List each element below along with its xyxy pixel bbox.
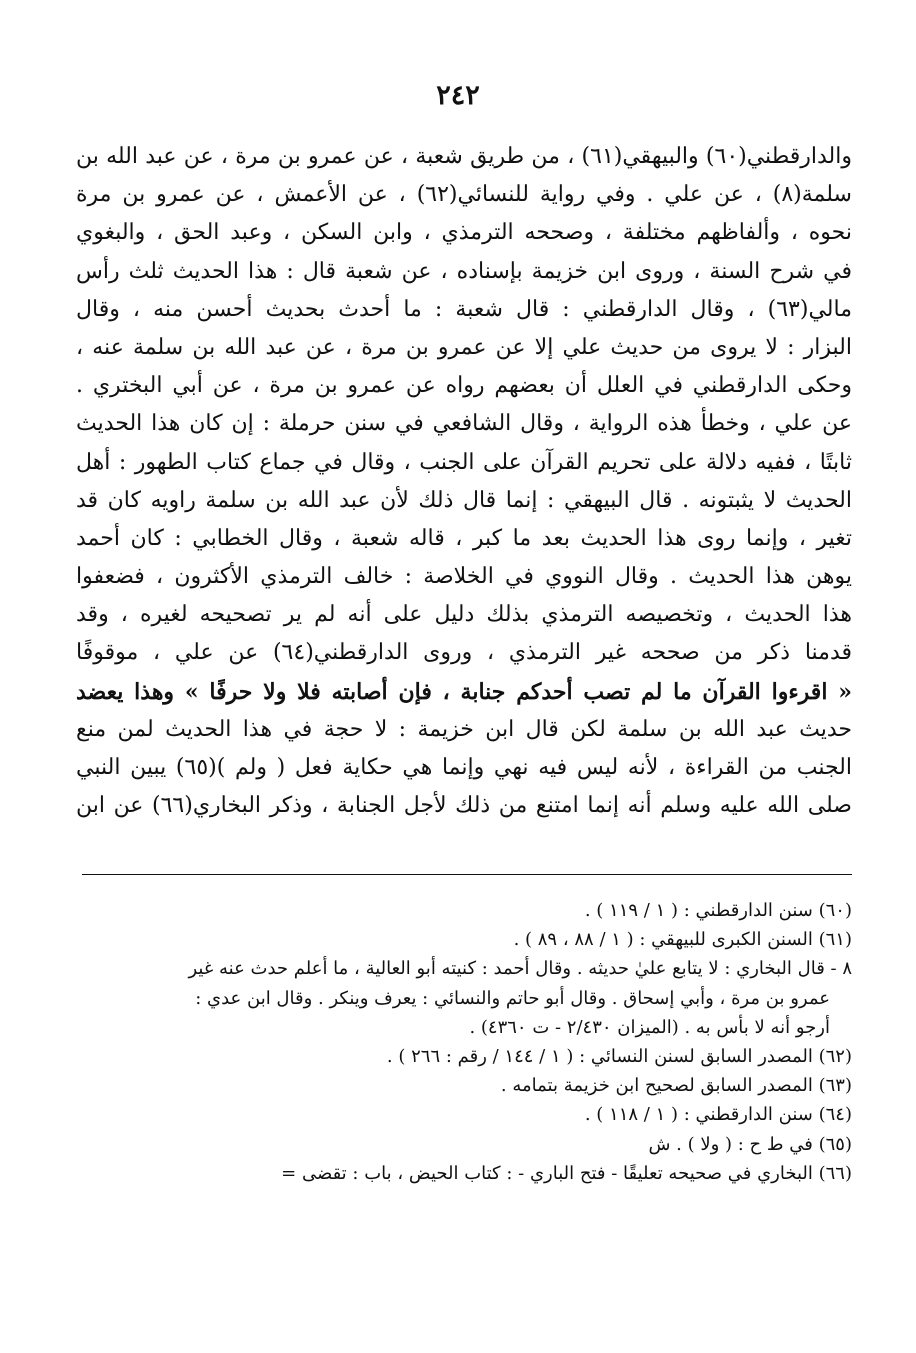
- text-line: ثابتًا ، ففيه دلالة على تحريم القرآن على الجنب ، وقال في جماع كتاب الطهور : أهل: [76, 449, 852, 475]
- footnote: ٨ - قال البخاري : لا يتابع عليٰ حديثه . وقال أحمد : كنيته أبو العالية ، ما أعلم حدث عنه غير: [188, 958, 852, 980]
- text-line: صلى الله عليه وسلم أنه إنما امتنع من ذلك لأجل الجنابة ، وذكر البخاري(٦٦) عن ابن: [76, 793, 852, 819]
- text-line: تغير ، وإنما روى هذا الحديث بعد ما كبر ، قاله شعبة ، وقال الخطابي : كان أحمد: [76, 525, 852, 551]
- page-number: ٢٤٢: [436, 80, 480, 111]
- quoted-hadith-line: « اقرءوا القرآن ما لم تصب أحدكم جنابة ، فإن أصابته فلا ولا حرفًا » وهذا يعضد: [76, 678, 852, 705]
- footnote: (٦٦) البخاري في صحيحه تعليقًا - فتح الباري - : كتاب الحيض ، باب : تقضى =: [281, 1162, 852, 1184]
- footnote: (٦٠) سنن الدارقطني : ( ١ / ١١٩ ) .: [584, 900, 852, 921]
- footnote: (٦٤) سنن الدارقطني : ( ١ / ١١٨ ) .: [584, 1104, 852, 1126]
- footnote: (٦٢) المصدر السابق لسنن النسائي : ( ١ / ١٤٤ / رقم : ٢٦٦ ) .: [386, 1045, 852, 1067]
- text-line: الجنب من القراءة ، لأنه ليس فيه نهي وإنما هي حكاية فعل ( ولم )(٦٥) يبين النبي: [76, 755, 852, 780]
- text-line: في شرح السنة ، وروى ابن خزيمة بإسناده ، عن شعبة قال : هذا الحديث ثلث رأس: [76, 258, 852, 284]
- text-line: والدارقطني(٦٠) والبيهقي(٦١) ، من طريق شعبة ، عن عمرو بن مرة ، عن عبد الله بن: [76, 144, 852, 169]
- text-line: يوهن هذا الحديث . وقال النووي في الخلاصة : خالف الترمذي الأكثرون ، فضعفوا: [76, 564, 852, 590]
- text-line: مالي(٦٣) ، وقال الدارقطني : قال شعبة : ما أحدث بحديث أحسن منه ، وقال: [76, 296, 852, 322]
- footnote: (٦٥) في ط ح : ( ولا ) . ش: [648, 1133, 852, 1155]
- text-line: حديث عبد الله بن سلمة لكن قال ابن خزيمة : لا حجة في هذا الحديث لمن منع: [76, 716, 852, 742]
- text-line: الحديث لا يثبتونه . قال البيهقي : إنما قال ذلك لأن عبد الله بن سلمة راويه كان قد: [76, 487, 852, 513]
- text-line: سلمة(٨) ، عن علي . وفي رواية للنسائي(٦٢) ، عن الأعمش ، عن عمرو بن مرة: [76, 182, 852, 208]
- text-line: عن علي ، وخطأ هذه الرواية ، وقال الشافعي في سنن حرملة : إن كان هذا الحديث: [76, 411, 852, 437]
- footnote: (٦١) السنن الكبرى للبيهقي : ( ١ / ٨٨ ، ٨٩ ) .: [513, 929, 852, 951]
- text-line: وحكى الدارقطني في العلل أن بعضهم رواه عن عمرو بن مرة ، عن أبي البختري .: [76, 373, 852, 399]
- text-line: البزار : لا يروى من حديث علي إلا عن عمرو بن مرة ، عن عبد الله بن سلمة عنه ،: [76, 334, 852, 360]
- footnote-separator: [82, 874, 852, 875]
- text-line: قدمنا ذكر من صححه غير الترمذي ، وروى الدارقطني(٦٤) عن علي ، موقوفًا: [76, 640, 852, 666]
- text-line: نحوه ، وألفاظهم مختلفة ، وصححه الترمذي ، وابن السكن ، وعبد الحق ، والبغوي: [76, 220, 852, 246]
- main-text: [76, 138, 852, 825]
- footnotes: [76, 896, 852, 1188]
- text-line: هذا الحديث ، وتخصيصه الترمذي بذلك دليل على أنه لم ير تصحيحه لغيره ، وقد: [76, 602, 852, 628]
- footnote: (٦٣) المصدر السابق لصحيح ابن خزيمة بتمامه .: [500, 1075, 852, 1097]
- footnote-continuation: عمرو بن مرة ، وأبي إسحاق . وقال أبو حاتم والنسائي : يعرف وينكر . وقال ابن عدي :: [195, 987, 830, 1009]
- footnote-continuation: أرجو أنه لا بأس به . (الميزان ٢/٤٣٠ - ت ٤٣٦٠) .: [469, 1016, 830, 1038]
